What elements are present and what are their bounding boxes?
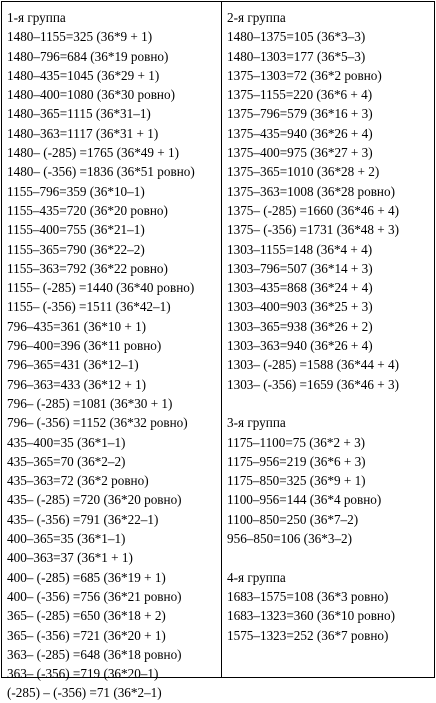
equation-line: (-285) – (-356) =71 (36*2–1) [7, 685, 162, 701]
equation-line: 1155– (-356) =1511 (36*42–1) [7, 299, 171, 315]
group-3-title: 3-я группа [227, 415, 286, 431]
group-2-title: 2-я группа [227, 10, 286, 25]
equation-line: 956–850=106 (36*3–2) [227, 531, 353, 547]
equation-line: 1155– (-285) =1440 (36*40 ровно) [7, 280, 195, 296]
equation-line: 400– (-285) =685 (36*19 + 1) [7, 569, 166, 585]
equation-line: 1480– (-285) =1765 (36*49 + 1) [7, 145, 180, 161]
equation-line: 1303–435=868 (36*24 + 4) [227, 280, 373, 296]
equation-line: 435– (-285) =720 (36*20 ровно) [7, 492, 182, 508]
right-column [222, 2, 434, 677]
group-1-list [7, 27, 221, 702]
equation-line: 1480– (-356) =1836 (36*51 ровно) [7, 164, 195, 180]
equation-line: 1155–365=790 (36*22–2) [7, 241, 145, 257]
equation-line: 1480–796=684 (36*19 ровно) [7, 48, 169, 64]
equation-line: 1303–400=903 (36*25 + 3) [227, 299, 373, 315]
equation-line: 1155–363=792 (36*22 ровно) [7, 260, 168, 276]
equation-line: 1375–1155=220 (36*6 + 4) [227, 87, 373, 103]
equation-line: 363– (-356) =719 (36*20–1) [7, 666, 159, 682]
equation-line: 1375– (-356) =1731 (36*48 + 3) [227, 222, 400, 238]
equation-line: 1155–796=359 (36*10–1) [7, 183, 145, 199]
spacer [227, 548, 434, 567]
equation-line: 1303–363=940 (36*26 + 4) [227, 338, 373, 354]
equation-line: 1480–435=1045 (36*29 + 1) [7, 67, 160, 83]
table-frame [1, 1, 435, 701]
equation-line: 1375–435=940 (36*26 + 4) [227, 125, 373, 141]
equation-line: 1175–1100=75 (36*2 + 3) [227, 434, 366, 450]
equation-line: 435– (-356) =791 (36*22–1) [7, 511, 159, 527]
equation-line: 1155–435=720 (36*20 ровно) [7, 202, 168, 218]
equation-line: 400–365=35 (36*1–1) [7, 531, 126, 547]
equation-line: 1683–1323=360 (36*10 ровно) [227, 608, 395, 624]
equation-line: 1480–400=1080 (36*30 ровно) [7, 87, 175, 103]
equation-line: 1155–400=755 (36*21–1) [7, 222, 145, 238]
equation-line: 1175–850=325 (36*9 + 1) [227, 473, 366, 489]
equation-line: 796– (-356) =1152 (36*32 ровно) [7, 415, 188, 431]
equation-line: 1480–363=1117 (36*31 + 1) [7, 125, 159, 141]
equation-line: 1100–850=250 (36*7–2) [227, 511, 359, 527]
group-3-list [227, 433, 434, 549]
equation-line: 365– (-285) =650 (36*18 + 2) [7, 608, 166, 624]
equation-line: 435–363=72 (36*2 ровно) [7, 473, 149, 489]
equation-line: 1480–1303=177 (36*5–3) [227, 48, 366, 64]
equation-line: 1683–1575=108 (36*3 ровно) [227, 588, 389, 604]
equation-line: 1480–365=1115 (36*31–1) [7, 106, 151, 122]
equation-line: 400–363=37 (36*1 + 1) [7, 550, 133, 566]
equation-line: 796–435=361 (36*10 + 1) [7, 318, 147, 334]
equation-line: 1480–1155=325 (36*9 + 1) [7, 29, 153, 45]
equation-line: 1375–796=579 (36*16 + 3) [227, 106, 373, 122]
group-2-list [227, 27, 434, 394]
equation-line: 435–400=35 (36*1–1) [7, 434, 126, 450]
equation-line: 1303–365=938 (36*26 + 2) [227, 318, 373, 334]
equation-line: 363– (-285) =648 (36*18 ровно) [7, 646, 182, 662]
equation-line: 796–365=431 (36*12–1) [7, 357, 139, 373]
spacer [227, 394, 434, 413]
equation-line: 400– (-356) =756 (36*21 ровно) [7, 588, 182, 604]
equation-line: 796– (-285) =1081 (36*30 + 1) [7, 395, 173, 411]
equation-line: 1375–365=1010 (36*28 + 2) [227, 164, 380, 180]
group-4-title: 4-я группа [227, 569, 286, 585]
equation-line: 435–365=70 (36*2–2) [7, 453, 126, 469]
equation-line: 1175–956=219 (36*6 + 3) [227, 453, 366, 469]
equation-line: 1303– (-285) =1588 (36*44 + 4) [227, 357, 400, 373]
equation-line: 1303–1155=148 (36*4 + 4) [227, 241, 373, 257]
equation-line: 1375– (-285) =1660 (36*46 + 4) [227, 202, 400, 218]
equation-line: 365– (-356) =721 (36*20 + 1) [7, 627, 166, 643]
equation-line: 1575–1323=252 (36*7 ровно) [227, 627, 389, 643]
left-column [2, 2, 222, 701]
group-4-list [227, 587, 434, 645]
equation-line: 1375–363=1008 (36*28 ровно) [227, 183, 395, 199]
equation-line: 1480–1375=105 (36*3–3) [227, 29, 366, 45]
equation-line: 1303– (-356) =1659 (36*46 + 3) [227, 376, 400, 392]
equation-line: 796–363=433 (36*12 + 1) [7, 376, 147, 392]
equation-line: 796–400=396 (36*11 ровно) [7, 338, 162, 354]
equation-line: 1375–400=975 (36*27 + 3) [227, 145, 373, 161]
equation-line: 1375–1303=72 (36*2 ровно) [227, 67, 382, 83]
equation-line: 1100–956=144 (36*4 ровно) [227, 492, 382, 508]
group-1-title: 1-я группа [7, 10, 66, 25]
equation-line: 1303–796=507 (36*14 + 3) [227, 260, 373, 276]
